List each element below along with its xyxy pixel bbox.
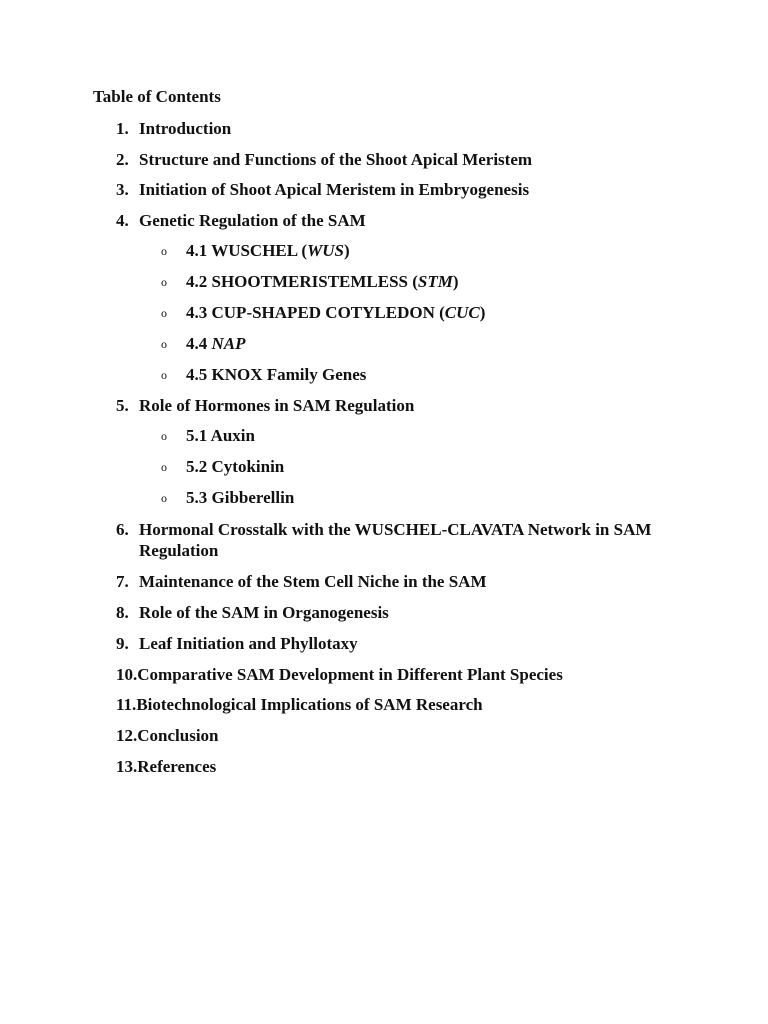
toc-entry	[116, 210, 366, 231]
bullet-icon: o	[161, 337, 167, 351]
toc-subentry	[161, 303, 485, 323]
toc-entry	[116, 756, 216, 777]
toc-subentry-number: 5.2	[186, 457, 208, 476]
toc-entry	[116, 519, 659, 561]
toc-entry-number: 8.	[116, 603, 129, 622]
toc-subentry	[161, 365, 366, 385]
toc-entry-label: Comparative SAM Development in Different Plant Species	[137, 665, 563, 684]
toc-subentry	[161, 488, 294, 508]
toc-entry-label: Role of Hormones in SAM Regulation	[139, 396, 415, 415]
toc-subentry-number: 4.1	[186, 241, 208, 260]
toc-entry-number: 12.	[116, 726, 138, 745]
toc-entry-label: Leaf Initiation and Phyllotaxy	[139, 634, 358, 653]
toc-entry	[116, 149, 532, 170]
bullet-icon: o	[161, 306, 167, 320]
toc-entry	[116, 179, 529, 200]
toc-subentry-text: SHOOTMERISTEMLESS (	[211, 272, 418, 291]
toc-entry-number: 10.	[116, 665, 138, 684]
toc-entry-number: 2.	[116, 150, 129, 169]
toc-subentry-text: KNOX Family Genes	[211, 365, 367, 384]
toc-entry	[116, 694, 483, 715]
toc-entry-number: 5.	[116, 396, 129, 415]
toc-subentry	[161, 457, 284, 477]
bullet-icon: o	[161, 460, 167, 474]
toc-entry	[116, 602, 389, 623]
toc-subentry	[161, 426, 255, 446]
toc-subentry-text-after: )	[479, 303, 486, 322]
toc-subentry-text: CUP-SHAPED COTYLEDON (	[211, 303, 445, 322]
bullet-icon: o	[161, 275, 167, 289]
toc-entry-label: Initiation of Shoot Apical Meristem in Embryogenesis	[139, 180, 530, 199]
toc-entry-label: Structure and Functions of the Shoot Apical Meristem	[139, 150, 533, 169]
toc-subentry-number: 5.1	[186, 426, 208, 445]
toc-entry-number: 7.	[116, 572, 129, 591]
bullet-icon: o	[161, 491, 167, 505]
toc-entry-label: Introduction	[139, 119, 232, 138]
bullet-icon: o	[161, 244, 167, 258]
toc-entry-number: 3.	[116, 180, 129, 199]
toc-subentry-gene: NAP	[211, 334, 246, 353]
toc-subentry-number: 4.2	[186, 272, 208, 291]
toc-entry-label: Genetic Regulation of the SAM	[139, 211, 366, 230]
toc-entry	[116, 571, 487, 592]
toc-entry-number: 1.	[116, 119, 129, 138]
toc-entry-label: Maintenance of the Stem Cell Niche in the SAM	[139, 572, 487, 591]
toc-entry-number: 9.	[116, 634, 129, 653]
toc-subentry-text: Auxin	[210, 426, 255, 445]
toc-subentry-text: Cytokinin	[211, 457, 285, 476]
toc-entry-number: 11.	[116, 695, 137, 714]
bullet-icon: o	[161, 368, 167, 382]
toc-entry	[116, 395, 414, 416]
toc-entry-number: 4.	[116, 211, 129, 230]
toc-subentry-gene: CUC	[444, 303, 480, 322]
toc-subentry-number: 4.3	[186, 303, 208, 322]
toc-entry-label: Conclusion	[137, 726, 219, 745]
toc-subentry-text: Gibberellin	[211, 488, 295, 507]
toc-subentry-gene: WUS	[307, 241, 344, 260]
toc-entry-label: Biotechnological Implications of SAM Research	[136, 695, 483, 714]
toc-entry-number: 13.	[116, 757, 138, 776]
toc-subentry-number: 5.3	[186, 488, 208, 507]
toc-subentry-number: 4.5	[186, 365, 208, 384]
toc-entry	[116, 664, 563, 685]
toc-title: Table of Contents	[93, 87, 221, 106]
toc-subentry	[161, 272, 459, 292]
toc-entry	[116, 633, 358, 654]
toc-subentry-text-after: )	[343, 241, 350, 260]
toc-subentry	[161, 334, 246, 354]
bullet-icon: o	[161, 429, 167, 443]
toc-entry-label: Hormonal Crosstalk with the WUSCHEL-CLAVATA Network in SAM Regulation	[139, 520, 652, 560]
toc-entry-number: 6.	[116, 520, 129, 539]
toc-entry	[116, 118, 231, 139]
toc-subentry-number: 4.4	[186, 334, 208, 353]
toc-entry-label: References	[137, 757, 217, 776]
toc-subentry-gene: STM	[417, 272, 453, 291]
toc-entry-label: Role of the SAM in Organogenesis	[139, 603, 389, 622]
toc-subentry-text: WUSCHEL (	[211, 241, 308, 260]
toc-entry	[116, 725, 219, 746]
toc-subentry-text-after: )	[452, 272, 459, 291]
toc-subentry	[161, 241, 350, 261]
